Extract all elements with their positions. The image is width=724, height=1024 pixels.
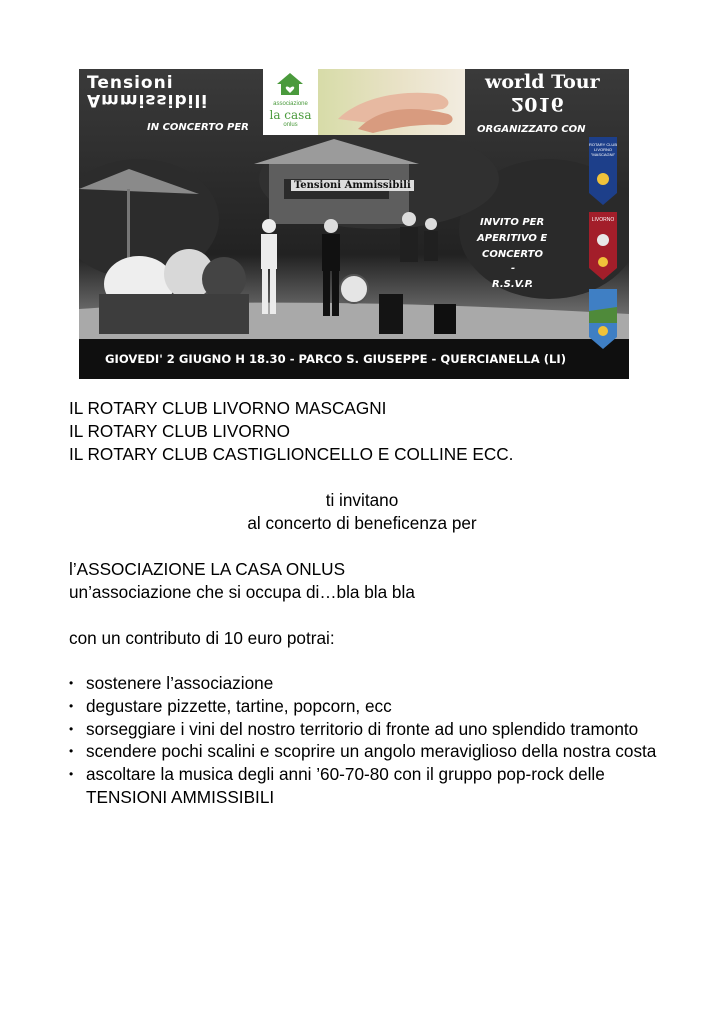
association-name: l’ASSOCIAZIONE LA CASA ONLUS — [69, 559, 346, 579]
banner1-line-3: "MASCAGNI" — [590, 152, 616, 157]
bullet-glyph: • — [69, 721, 74, 736]
world-tour-box — [465, 69, 629, 123]
logo-small-text: associazione — [273, 101, 308, 107]
invito-line-1: INVITO PER — [480, 217, 545, 228]
stage-sign: Tensioni Ammissibili — [291, 180, 414, 191]
logo-main-text: la casa — [269, 108, 312, 122]
invito-line-4: - — [511, 263, 516, 274]
club-line-2: IL ROTARY CLUB LIVORNO — [69, 421, 290, 441]
bullet-glyph: • — [69, 698, 74, 713]
house-icon — [263, 69, 318, 99]
event-poster-image — [79, 69, 629, 379]
list-item-text: sorseggiare i vini del nostro territorio di fronte ad uno splendido tramonto — [86, 718, 639, 739]
invitation-line-1: ti invitano — [325, 490, 399, 510]
tour-word-line: world Tour — [485, 71, 600, 93]
rotary-banner-3 — [589, 289, 617, 349]
list-item — [69, 740, 669, 763]
invito-line-3: CONCERTO — [482, 249, 543, 260]
list-item-text: sostenere l’associazione — [86, 673, 274, 693]
list-item-text: scendere pochi scalini e scoprire un angolo meraviglioso della nostra costa — [86, 741, 657, 762]
bullet-glyph: • — [69, 676, 74, 690]
in-concerto-per-text: IN CONCERTO PER — [147, 122, 249, 133]
contribution-list — [69, 672, 669, 809]
club-line-1: IL ROTARY CLUB LIVORNO MASCAGNI — [69, 398, 387, 418]
poster-footer: GIOVEDI' 2 GIUGNO H 18.30 - PARCO S. GIUSEPPE - QUERCIANELLA (LI) — [105, 352, 566, 366]
list-item — [69, 763, 669, 809]
hands-photo — [318, 69, 465, 135]
list-item-text: degustare pizzette, tartine, popcorn, ecc — [86, 695, 392, 716]
list-item — [69, 695, 669, 718]
club-line-3: IL ROTARY CLUB CASTIGLIONCELLO E COLLINE ECC. — [69, 444, 514, 464]
bullet-glyph: • — [69, 744, 74, 759]
la-casa-logo — [263, 69, 318, 135]
contribution-intro: con un contributo di 10 euro potrai: — [69, 628, 335, 648]
invitation-line-2: al concerto di beneficenza per — [247, 513, 477, 533]
bullet-glyph: • — [69, 767, 74, 782]
band-name-top: Tensioni — [87, 73, 174, 93]
rsvp-text: R.S.V.P. — [492, 279, 534, 290]
invito-line-2: APERITIVO E — [477, 233, 548, 244]
association-description: un’associazione che si occupa di…bla bla bla — [69, 582, 415, 602]
banner1-line-2: LIVORNO — [593, 147, 612, 152]
list-item-text: ascoltare la musica degli anni ’60-70-80 con il gruppo pop-rock delle TENSIONI AMMISSIBILI — [86, 764, 605, 807]
list-item — [69, 672, 669, 695]
band-name-mirrored: Ammissibili — [87, 90, 209, 110]
tour-year-line: 2016 — [511, 93, 564, 115]
banner2-text: LIVORNO — [591, 217, 615, 223]
organizzato-con-text: ORGANIZZATO CON — [477, 124, 586, 135]
list-item — [69, 718, 669, 741]
banner1-line-1: ROTARY CLUB — [588, 142, 617, 147]
logo-sub-text: onlus — [283, 122, 298, 128]
